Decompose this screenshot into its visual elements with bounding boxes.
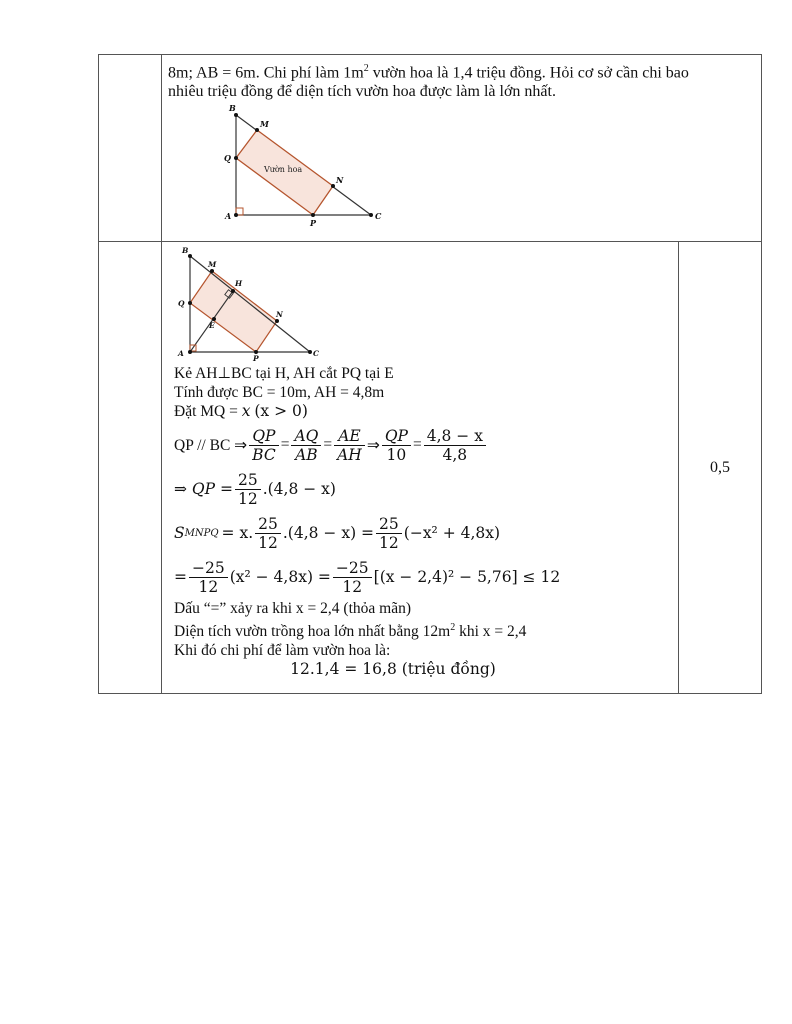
- step3-row: [174, 511, 672, 555]
- label2-c: C: [313, 349, 319, 358]
- solution-line3: [174, 402, 672, 421]
- step2-frac: [235, 471, 261, 508]
- step1-prefix: QP // BC ⇒: [174, 436, 248, 454]
- step1-frac1: [249, 427, 279, 464]
- line5-prefix: Diện tích vườn trồng hoa lớn nhất bằng 12m: [174, 623, 451, 641]
- label2-a: A: [178, 349, 184, 358]
- step4-frac2: [333, 559, 372, 596]
- step1-frac3: [334, 427, 365, 464]
- label2-e: E: [209, 321, 215, 330]
- step3-mid2: .(4,8 − x) =: [282, 524, 375, 542]
- f2-den: AB: [295, 445, 318, 464]
- step2-num: 25: [235, 471, 261, 490]
- step3-frac2: [376, 515, 402, 552]
- label2-p: P: [253, 354, 259, 362]
- index-cell-2: [99, 242, 162, 694]
- label-a: A: [225, 211, 232, 222]
- f3-num: AE: [334, 427, 365, 446]
- f5-den: 4,8: [442, 445, 468, 464]
- step4-row: = $\frac{-25}{12}$ (x² − 4,8x) = $\frac{-25}{12}$ [(x − 2,4)² − 5,76] ≤ 12: [174, 558, 561, 596]
- f4-num: QP: [382, 427, 411, 446]
- solution-line2: Tính được BC = 10m, AH = 4,8m: [174, 384, 385, 401]
- garden-label: Vườn hoa: [264, 165, 303, 175]
- step1-frac5: [424, 427, 486, 464]
- line3-prefix: Đặt MQ =: [174, 403, 242, 420]
- step3-frac1: [255, 515, 281, 552]
- f2-num: AQ: [291, 427, 321, 446]
- label-c: C: [375, 211, 382, 222]
- table-row-solution: [99, 242, 762, 694]
- solution-line1: Kẻ AH⊥BC tại H, AH cắt PQ tại E: [174, 365, 394, 382]
- step4-num2: −25: [333, 559, 372, 578]
- label-n: N: [336, 175, 344, 186]
- line5-suffix: khi x = 2,4: [455, 623, 527, 641]
- f3-den: AH: [337, 445, 362, 464]
- problem-line1-prefix: 8m; AB = 6m. Chi phí làm 1m: [168, 64, 364, 82]
- step4-num1: −25: [189, 559, 228, 578]
- step4-den1: 12: [198, 577, 219, 596]
- solution-line6: Khi đó chi phí để làm vườn hoa là:: [174, 642, 391, 660]
- step3-tail: (−x² + 4,8x): [403, 524, 501, 542]
- line3-var: x: [241, 402, 251, 420]
- answer-table: [98, 54, 762, 694]
- line3-cond: (x > 0): [254, 402, 308, 420]
- step3-num1: 25: [255, 515, 281, 534]
- solution-line4: Dấu “=” xảy ra khi x = 2,4 (thỏa mãn): [174, 600, 411, 617]
- step4-den2: 12: [342, 577, 363, 596]
- step3-mid: = x.: [221, 524, 254, 542]
- label-p: P: [310, 218, 317, 228]
- label-q: Q: [224, 153, 231, 164]
- label2-b: B: [182, 246, 189, 255]
- step2-prefix: ⇒ QP =: [174, 480, 233, 498]
- line5-sup: 2: [450, 622, 456, 633]
- index-cell: [99, 55, 162, 242]
- label2-n: N: [276, 310, 283, 319]
- problem-line1-suffix: vườn hoa là 1,4 triệu đồng. Hỏi cơ sở cần chi bao: [368, 64, 689, 82]
- solution-line5: [174, 618, 672, 641]
- problem-line1-sup: 2: [363, 63, 369, 74]
- step3-lhs: S: [174, 524, 185, 542]
- step3-lhs-sub: MNPQ: [184, 527, 219, 539]
- label-b: B: [229, 103, 236, 114]
- problem-text: [162, 55, 761, 101]
- solution-body: [162, 364, 678, 693]
- f5-num: 4,8 − x: [424, 427, 486, 446]
- solution-line7: 12.1,4 = 16,8 (triệu đồng): [290, 660, 496, 679]
- step2-suffix: .(4,8 − x): [262, 480, 336, 498]
- step3-den1: 12: [258, 533, 278, 552]
- step3-num2: 25: [376, 515, 402, 534]
- step4-part1: (x² − 4,8x) =: [229, 568, 331, 586]
- problem-line2: nhiêu triệu đồng để diện tích vườn hoa được làm là lớn nhất.: [168, 83, 556, 101]
- solution-figure: [170, 244, 320, 362]
- label2-q: Q: [178, 299, 185, 308]
- garden-figure: [216, 103, 386, 227]
- solution-cell: [162, 242, 679, 694]
- step3-den2: 12: [379, 533, 399, 552]
- step1-frac4: [382, 427, 411, 464]
- step1-row: QP // BC ⇒ $\frac{QP}{BC}$ = $\frac{AQ}{AB}$ = $\frac{AE}{AH}$ ⇒ $\frac{QP}{10}$ = $\frac{4,8 - x}{4,8}$: [174, 423, 672, 467]
- label2-h: H: [235, 279, 243, 288]
- step4-tail: [(x − 2,4)² − 5,76] ≤ 12: [373, 568, 561, 586]
- step4-frac1: [189, 559, 228, 596]
- label-m: M: [260, 119, 269, 130]
- label2-m: M: [208, 260, 217, 269]
- step2-den: 12: [237, 489, 258, 508]
- problem-cell: [162, 55, 762, 242]
- step1-frac2: [291, 427, 321, 464]
- score-cell: 0,5: [679, 242, 762, 694]
- f4-den: 10: [386, 445, 407, 464]
- step2-row: [174, 467, 672, 511]
- f1-den: BC: [252, 445, 276, 464]
- f1-num: QP: [249, 427, 279, 446]
- table-row-problem: [99, 55, 762, 242]
